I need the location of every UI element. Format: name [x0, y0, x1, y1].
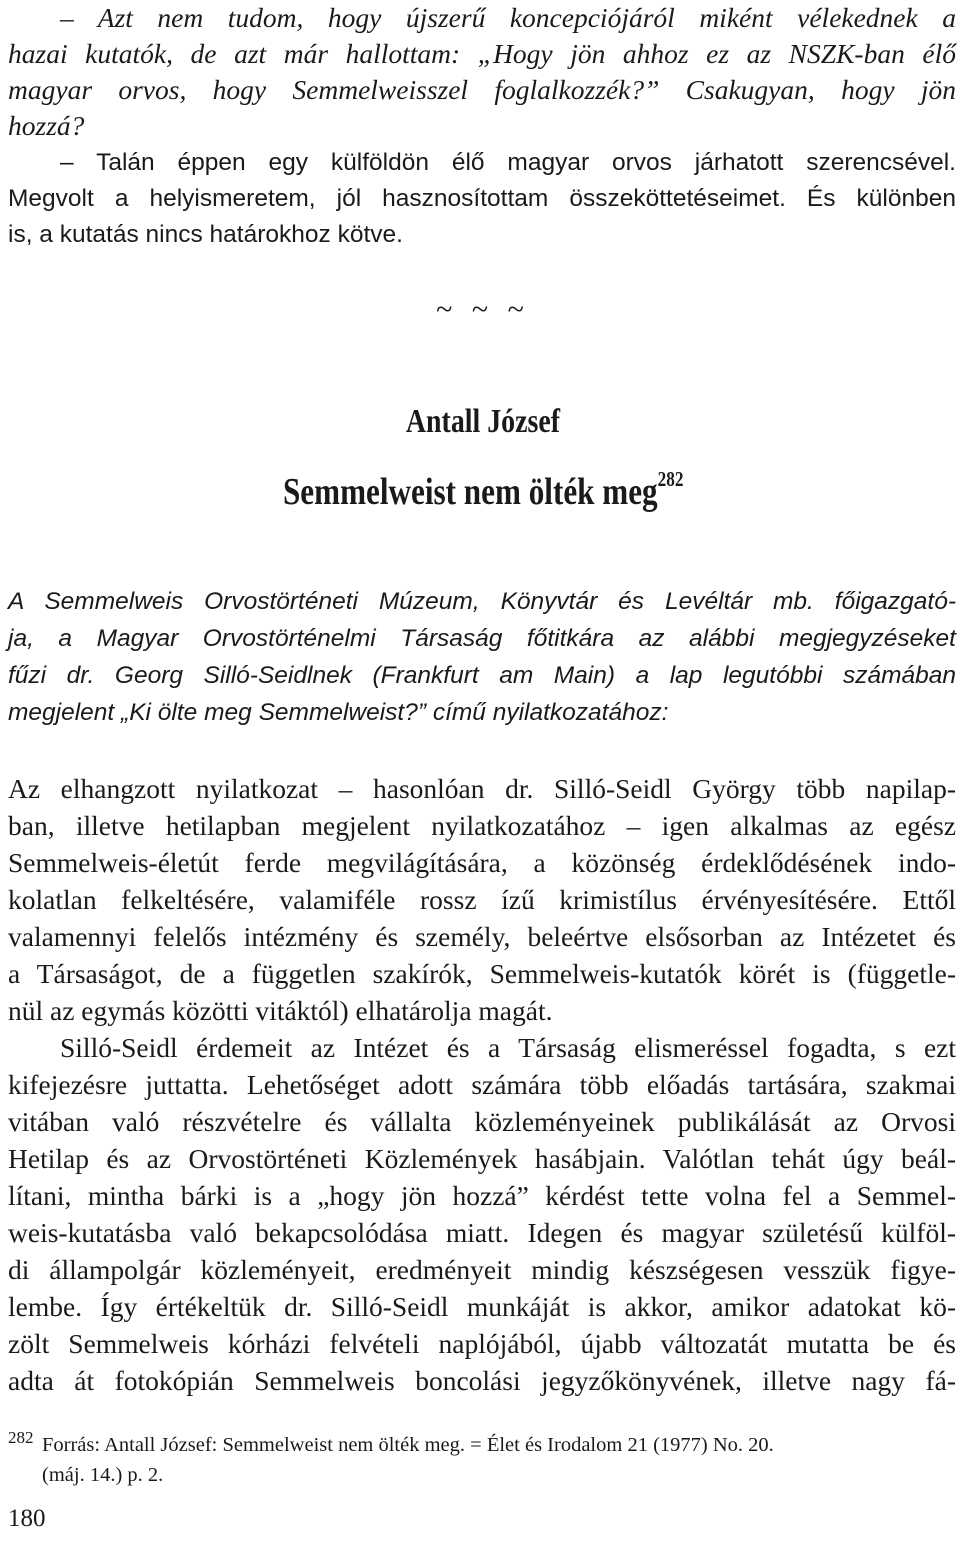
- body-line: lembe. Így értékeltük dr. Silló-Seidl munkáját is akkor, amikor adatokat kö-: [8, 1291, 956, 1322]
- body-line: a Társaságot, de a független szakírók, Semmelweis-kutatók körét is (függetle-: [8, 958, 956, 989]
- body-line: Silló-Seidl érdemeit az Intézet és a Társaság elismeréssel fogadta, s ezt: [60, 1032, 956, 1063]
- body-line: Hetilap és az Orvostörténeti Közlemények hasábjain. Valótlan tehát úgy beál-: [8, 1143, 956, 1174]
- body-line: vitában való részvételre és vállalta közleményeinek publikálását az Orvosi: [8, 1106, 956, 1137]
- body-line: zölt Semmelweis kórházi felvételi naplójából, újabb változatát mutatta be és: [8, 1328, 956, 1359]
- body-line: ban, illetve hetilapban megjelent nyilatkozatához – igen alkalmas az egész: [8, 810, 956, 841]
- question-line: hozzá?: [8, 110, 85, 141]
- article-title-wrap: [0, 467, 960, 514]
- article-author-wrap: [0, 403, 960, 441]
- answer-line: is, a kutatás nincs határokhoz kötve.: [8, 221, 403, 248]
- footnote-ref: 282: [657, 467, 684, 491]
- section-separator: ~ ~ ~: [436, 293, 530, 326]
- footnote-line: (máj. 14.) p. 2.: [42, 1464, 164, 1486]
- question-line: hazai kutatók, de azt már hallottam: „Hogy jön ahhoz ez az NSZK-ban élő: [8, 38, 956, 69]
- footnote-line: Forrás: Antall József: Semmelweist nem ölték meg. = Élet és Irodalom 21 (1977) No. 20.: [42, 1434, 774, 1456]
- body-line: nül az egymás közötti vitáktól) elhatárolja magát.: [8, 995, 553, 1026]
- body-line: lítani, mintha bárki is a „hogy jön hozzá” kérdést tette volna fel a Semmel-: [8, 1180, 956, 1211]
- intro-line: A Semmelweis Orvostörténeti Múzeum, Könyvtár és Levéltár mb. főigazgató-: [8, 588, 956, 615]
- question-line: – Azt nem tudom, hogy újszerű koncepciójáról miként vélekednek a: [60, 2, 956, 33]
- answer-line: Megvolt a helyismeretem, jól hasznosítottam összeköttetéseimet. És különben: [8, 185, 956, 212]
- answer-line: – Talán éppen egy külföldön élő magyar orvos járhatott szerencsével.: [60, 149, 956, 176]
- body-line: Az elhangzott nyilatkozat – hasonlóan dr. Silló-Seidl György több napilap-: [8, 773, 956, 804]
- body-line: weis-kutatásba való bekapcsolódása miatt. Idegen és magyar születésű külföl-: [8, 1217, 956, 1248]
- question-line: magyar orvos, hogy Semmelweisszel foglalkozzék?” Csakugyan, hogy jön: [8, 74, 956, 105]
- article-title: Semmelweist nem ölték meg: [282, 471, 658, 513]
- intro-line: fűzi dr. Georg Silló-Seidlnek (Frankfurt am Main) a lap legutóbbi számában: [8, 662, 956, 689]
- body-line: Semmelweis-életút ferde megvilágítására, a közönség érdeklődésének indo-: [8, 847, 956, 878]
- intro-line: megjelent „Ki ölte meg Semmelweist?” című nyilatkozatához:: [8, 699, 669, 726]
- body-line: di állampolgár közleményeit, eredményeit mindig készségesen vesszük figye-: [8, 1254, 956, 1285]
- intro-line: ja, a Magyar Orvostörténelmi Társaság főtitkára az alábbi megjegyzéseket: [8, 625, 956, 652]
- article-author: Antall József: [405, 403, 561, 440]
- body-line: adta át fotokópián Semmelweis boncolási jegyzőkönyvének, illetve nagy fá-: [8, 1365, 956, 1396]
- footnote-number: 282: [8, 1428, 34, 1447]
- body-line: kifejezésre juttatta. Lehetőséget adott számára több előadás tartására, szakmai: [8, 1069, 956, 1100]
- page-number: 180: [8, 1505, 46, 1532]
- body-line: kolatlan felkeltésére, valamiféle rossz ízű krimistílus érvényesítésére. Ettől: [8, 884, 956, 915]
- body-line: valamennyi felelős intézmény és személy, beleértve elsősorban az Intézetet és: [8, 921, 956, 952]
